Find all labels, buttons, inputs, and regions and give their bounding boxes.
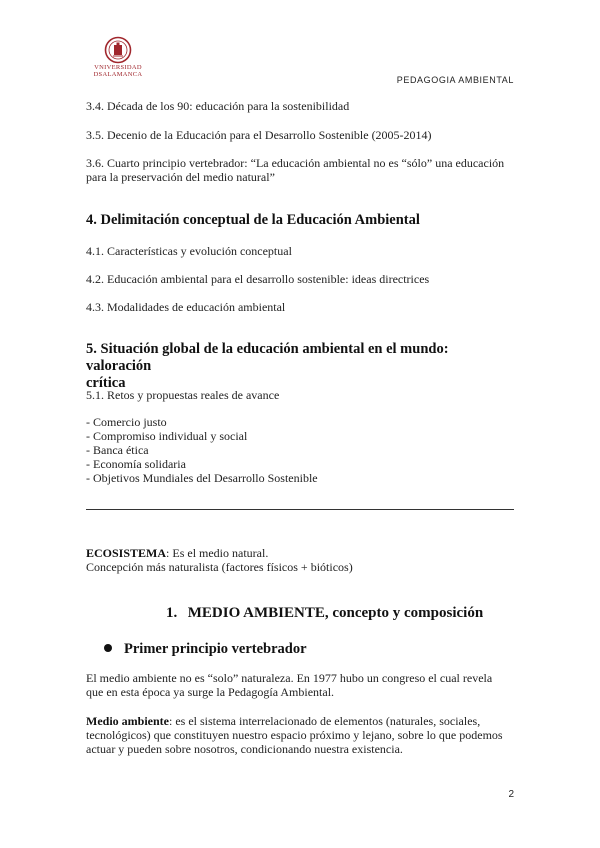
medio-line2: tecnológicos) que constituyen nuestro espacio próximo y lejano, sobre lo que podemos <box>86 728 503 742</box>
toc-item-3-4-text: 3.4. Década de los 90: educación para la sostenibilidad <box>86 99 350 113</box>
horizontal-divider <box>86 509 514 510</box>
heading-5 <box>86 341 516 392</box>
ecosistema-definition: : Es el medio natural. <box>166 546 269 560</box>
medio-line1-text: : es el sistema interrelacionado de elementos (naturales, sociales, <box>169 714 481 728</box>
list-item: - Comercio justo <box>86 415 167 429</box>
toc-item-4-3 <box>86 300 516 314</box>
medio-term: Medio ambiente <box>86 714 169 728</box>
section-title-text: MEDIO AMBIENTE, concepto y composición <box>187 605 484 621</box>
heading-5-line1: 5. Situación global de la educación ambiental en el mundo: valoración <box>86 341 449 374</box>
toc-item-3-5-text: 3.5. Decenio de la Educación para el Desarrollo Sostenible (2005-2014) <box>86 128 432 142</box>
ecosistema-line1 <box>86 546 516 560</box>
toc-item-3-6-line2: para la preservación del medio natural” <box>86 170 275 184</box>
logo-text-line2: DSALAMANCA <box>93 71 143 78</box>
list-item: - Banca ética <box>86 443 149 457</box>
toc-item-3-6-line1: 3.6. Cuarto principio vertebrador: “La educación ambiental no es “sólo” una educación <box>86 156 505 170</box>
toc-item-4-2 <box>86 272 516 286</box>
paragraph-1 <box>86 671 516 699</box>
section-number: 1. <box>166 605 178 621</box>
list-item: - Objetivos Mundiales del Desarrollo Sostenible <box>86 471 318 485</box>
header-title: PEDAGOGIA AMBIENTAL <box>396 75 514 85</box>
toc-item-5-1 <box>86 388 516 402</box>
paragraph-1-line1: El medio ambiente no es “solo” naturaleza. En 1977 hubo un congreso el cual revela <box>86 671 493 685</box>
sustainability-list <box>86 415 516 485</box>
heading-4-text: 4. Delimitación conceptual de la Educación Ambiental <box>86 212 420 228</box>
ecosistema-note <box>86 546 516 574</box>
toc-item-3-4 <box>86 99 516 113</box>
medio-ambiente-definition <box>86 714 516 756</box>
medio-line3: actuar y pueden sobre nosotros, condicionando nuestra existencia. <box>86 742 403 756</box>
toc-item-5-1-text: 5.1. Retos y propuestas reales de avance <box>86 388 280 402</box>
medio-line1 <box>86 714 516 728</box>
section-title <box>166 605 483 622</box>
ecosistema-line2: Concepción más naturalista (factores físicos + bióticos) <box>86 560 353 574</box>
heading-4 <box>86 212 516 229</box>
toc-item-4-1 <box>86 244 516 258</box>
paragraph-1-line2: que en esta época ya surge la Pedagogía Ambiental. <box>86 685 335 699</box>
toc-item-4-3-text: 4.3. Modalidades de educación ambiental <box>86 300 286 314</box>
toc-item-3-6 <box>86 156 516 184</box>
list-item: - Compromiso individual y social <box>86 429 248 443</box>
list-item: - Economía solidaria <box>86 457 186 471</box>
bullet-heading-text: Primer principio vertebrador <box>124 641 307 657</box>
bullet-dot-icon <box>104 644 112 652</box>
toc-item-3-5 <box>86 128 516 142</box>
logo-text-line1: VNIVERSIDAD <box>94 64 142 71</box>
heading-5-line2: crítica <box>86 375 126 391</box>
ecosistema-term: ECOSISTEMA <box>86 546 167 560</box>
bullet-heading <box>104 641 307 658</box>
page-number: 2 <box>508 789 514 800</box>
university-seal-icon <box>104 36 132 64</box>
toc-item-4-2-text: 4.2. Educación ambiental para el desarrollo sostenible: ideas directrices <box>86 272 430 286</box>
toc-item-4-1-text: 4.1. Características y evolución conceptual <box>86 244 292 258</box>
university-logo <box>88 36 148 78</box>
